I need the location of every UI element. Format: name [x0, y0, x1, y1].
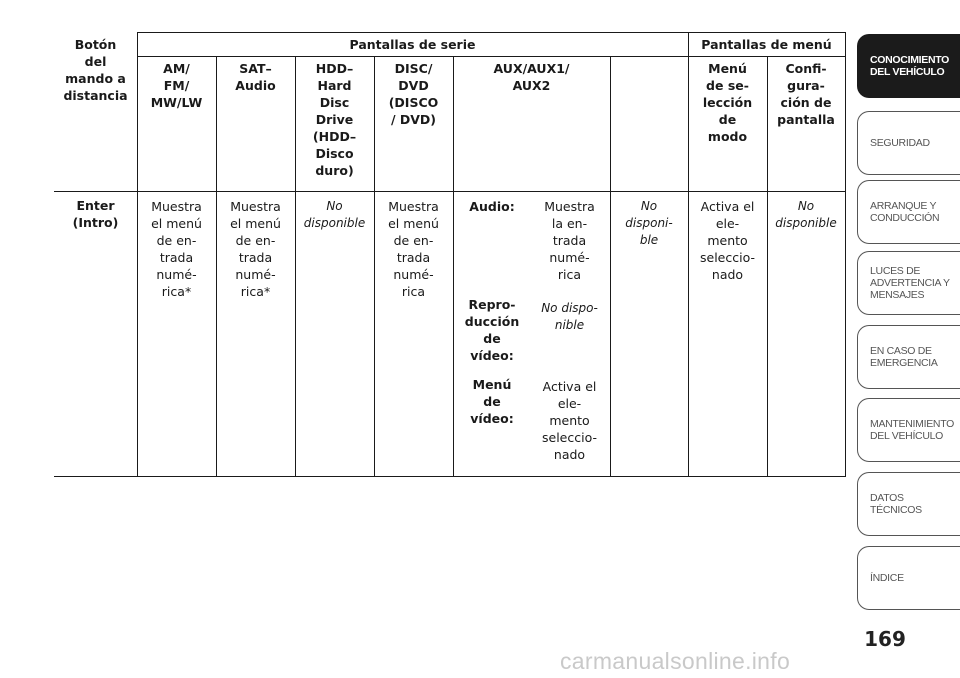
- header-am-fm: AM/ FM/ MW/LW: [150, 61, 203, 110]
- aux-video-value: No dispo- nible: [541, 301, 598, 332]
- header-series-screens: Pantallas de serie: [349, 37, 476, 52]
- cell-blank: No disponi- ble: [625, 199, 673, 247]
- aux-menu-value: Activa el ele- mento seleccio- nado: [542, 379, 597, 462]
- aux-video-label: Repro- ducción de vídeo:: [464, 297, 520, 363]
- tab-label: DATOS TÉCNICOS: [870, 492, 922, 516]
- table-rule-bottom: [54, 476, 845, 477]
- aux-audio-value: Muestra la en- trada numé- rica: [544, 199, 595, 282]
- tab-label: LUCES DE ADVERTENCIA Y MENSAJES: [870, 265, 950, 301]
- header-sat-audio: SAT– Audio: [235, 61, 276, 93]
- tab-label: EN CASO DE EMERGENCIA: [870, 345, 938, 369]
- aux-menu-label: Menú de vídeo:: [470, 377, 514, 426]
- tab-indice[interactable]: [857, 546, 960, 610]
- table-col-rule: [453, 56, 454, 477]
- tab-mantenimiento-del-vehiculo[interactable]: [857, 398, 960, 462]
- cell-mode-menu: Activa el ele- mento seleccio- nado: [700, 199, 755, 282]
- header-remote-button: Botón del mando a distancia: [63, 37, 128, 103]
- table-col-rule: [610, 56, 611, 477]
- header-aux: AUX/AUX1/ AUX2: [493, 61, 570, 93]
- tab-en-caso-de-emergencia[interactable]: [857, 325, 960, 389]
- header-hdd: HDD– Hard Disc Drive (HDD– Disco duro): [312, 61, 357, 178]
- tab-label: ARRANQUE Y CONDUCCIÓN: [870, 200, 940, 224]
- cell-sat-audio: Muestra el menú de en- trada numé- rica*: [230, 199, 281, 299]
- cell-disc-dvd: Muestra el menú de en- trada numé- rica: [388, 199, 439, 299]
- table-rule-sub: [137, 56, 845, 57]
- aux-audio-label: Audio:: [469, 199, 515, 214]
- tab-label: ÍNDICE: [870, 572, 904, 584]
- tab-label: MANTENIMIENTO DEL VEHÍCULO: [870, 418, 954, 442]
- tab-arranque-y-conduccion[interactable]: [857, 180, 960, 244]
- control-table: [54, 32, 845, 477]
- table-col-rule: [845, 32, 846, 477]
- page-number: 169: [864, 627, 906, 651]
- tab-luces-de-advertencia[interactable]: [857, 251, 960, 315]
- table-rule-top: [137, 32, 845, 33]
- section-tabs: [857, 0, 960, 678]
- header-screen-config: Confi- gura- ción de pantalla: [777, 61, 835, 127]
- tab-datos-tecnicos[interactable]: [857, 472, 960, 536]
- watermark: carmanualsonline.info: [560, 648, 791, 674]
- tab-label: CONOCIMIENTO DEL VEHÍCULO: [870, 54, 950, 78]
- cell-am-fm: Muestra el menú de en- trada numé- rica*: [151, 199, 202, 299]
- header-menu-screens: Pantallas de menú: [701, 37, 832, 52]
- row-button-enter: Enter (Intro): [72, 198, 119, 230]
- tab-conocimiento-del-vehiculo[interactable]: [857, 34, 960, 98]
- tab-seguridad[interactable]: [857, 111, 960, 175]
- header-disc-dvd: DISC/ DVD (DISCO / DVD): [388, 61, 439, 127]
- cell-screen-config: No disponible: [775, 199, 837, 230]
- table-rule-header: [54, 191, 845, 192]
- header-mode-menu: Menú de se- lección de modo: [702, 61, 753, 144]
- tab-label: SEGURIDAD: [870, 137, 930, 149]
- cell-hdd: No disponible: [303, 199, 366, 230]
